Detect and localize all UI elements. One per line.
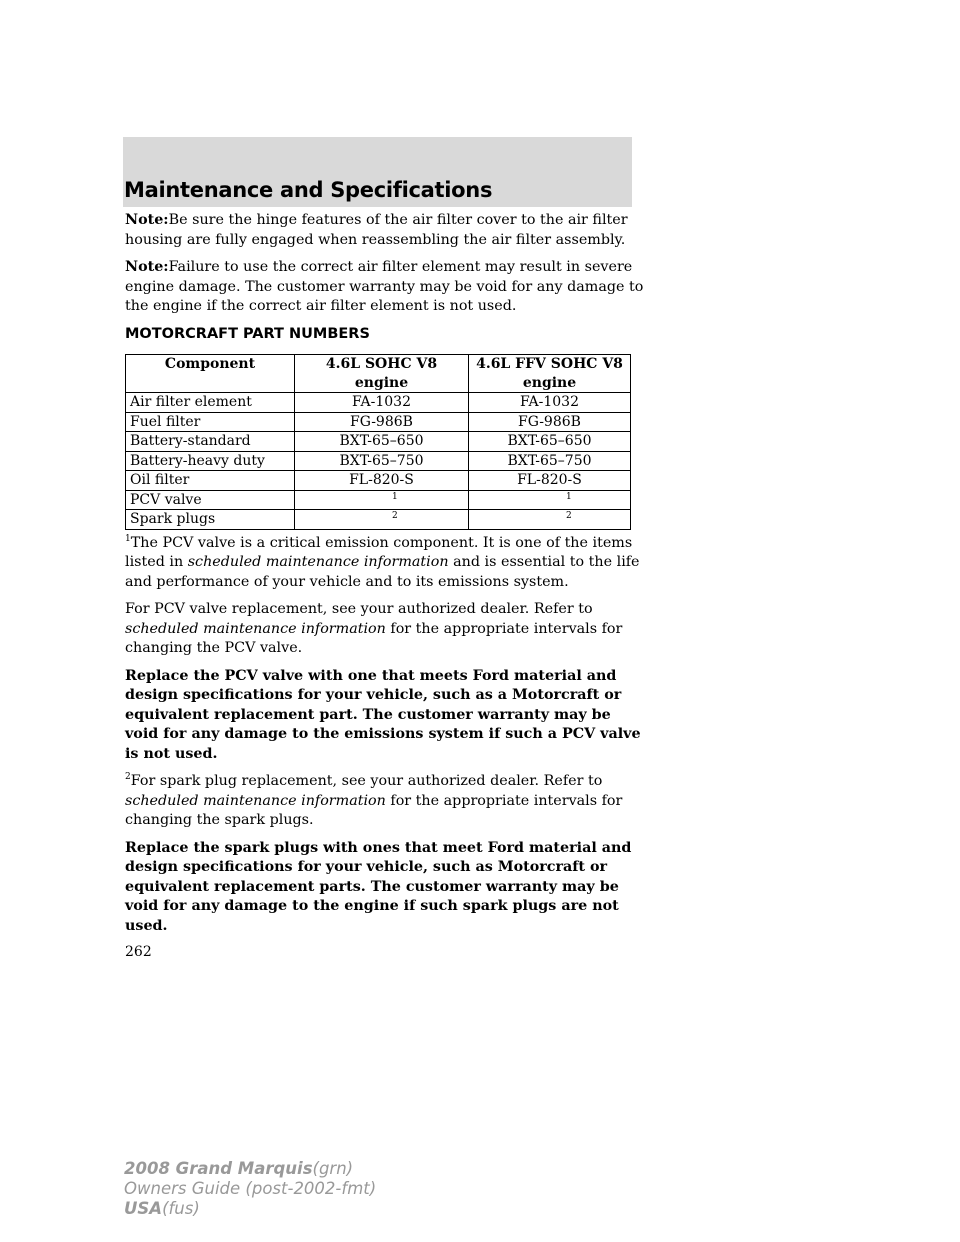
table-header-row	[126, 355, 631, 393]
page-number: 262	[125, 944, 152, 960]
footnote-1	[125, 534, 645, 593]
footnote-2	[125, 772, 645, 831]
column-header: 4.6L FFV SOHC V8 engine	[469, 355, 631, 393]
footnote-ref: 2	[295, 510, 469, 530]
footer-code: (grn)	[312, 1159, 354, 1178]
table-cell: FL-820-S	[469, 471, 631, 491]
table-row	[126, 471, 631, 491]
footnote-text: and is essential to the life and performance of your vehicle and to its emissions system.	[125, 554, 640, 590]
footer-line	[124, 1199, 376, 1219]
table-cell: BXT-65–650	[295, 432, 469, 452]
footer-line: Owners Guide (post-2002-fmt)	[124, 1179, 377, 1198]
footnote-text: For spark plug replacement, see your authorized dealer. Refer to	[130, 773, 603, 789]
footnote-text: The PCV valve is a critical emission component. It is one of the items listed in	[125, 534, 633, 570]
reference-link-text: scheduled maintenance information	[125, 620, 386, 637]
table-cell: FL-820-S	[295, 471, 469, 491]
footnote-mark: 2	[125, 772, 131, 783]
table-row	[126, 393, 631, 413]
table-cell: BXT-65–650	[469, 432, 631, 452]
page-title: Maintenance and Specifications	[124, 178, 493, 202]
table-cell: Fuel filter	[126, 412, 295, 432]
table-cell: Battery-heavy duty	[126, 451, 295, 471]
table-cell: FG-986B	[469, 412, 631, 432]
table-cell: Battery-standard	[126, 432, 295, 452]
pcv-paragraph	[125, 600, 645, 659]
note-label: Note:	[125, 259, 169, 275]
footnote-text: for the appropriate intervals for changing the spark plugs.	[125, 792, 623, 828]
reference-link-text: scheduled maintenance information	[187, 554, 449, 570]
body-text: for the appropriate intervals for changing the PCV valve.	[125, 620, 623, 656]
footnote-ref: 1	[295, 490, 469, 510]
body-text: For PCV valve replacement, see your authorized dealer. Refer to	[125, 601, 593, 617]
footer-market: USA	[124, 1199, 163, 1218]
table-cell: BXT-65–750	[469, 451, 631, 471]
footer-model: 2008 Grand Marquis	[124, 1159, 313, 1178]
table-cell: FG-986B	[295, 412, 469, 432]
reference-link-text: scheduled maintenance information	[125, 792, 386, 809]
footnote-mark: 1	[125, 533, 131, 544]
table-cell: BXT-65–750	[295, 451, 469, 471]
column-header: Component	[126, 355, 295, 393]
table-cell: PCV valve	[126, 490, 295, 510]
table-cell: Spark plugs	[126, 510, 295, 530]
table-cell: Oil filter	[126, 471, 295, 491]
note-2	[125, 258, 645, 317]
table-cell: Air filter element	[126, 393, 295, 413]
table-cell: FA-1032	[295, 393, 469, 413]
table-row	[126, 490, 631, 510]
footnote-ref: 2	[469, 510, 631, 530]
note-1	[125, 211, 645, 250]
section-heading: MOTORCRAFT PART NUMBERS	[125, 325, 370, 342]
footer-code: (fus)	[162, 1199, 200, 1218]
footnote-ref: 1	[469, 490, 631, 510]
document-footer	[124, 1159, 376, 1219]
page-content	[125, 211, 645, 944]
note-label: Note:	[125, 212, 169, 228]
table-row	[126, 451, 631, 471]
spark-plug-warning: Replace the spark plugs with ones that meet Ford material and design specifications for your vehicle, such as Motorcraft or equivalent replacement parts. The customer warranty may be void for any damage to the engine if such spark plugs are not used.	[125, 839, 632, 934]
parts-table	[125, 354, 631, 530]
column-header: 4.6L SOHC V8 engine	[295, 355, 469, 393]
table-row	[126, 510, 631, 530]
note-text: Failure to use the correct air filter element may result in severe engine damage. The customer warranty may be void for any damage to the engine if the correct air filter element is not used.	[125, 259, 644, 314]
footer-line	[124, 1159, 376, 1179]
table-row	[126, 432, 631, 452]
pcv-warning: Replace the PCV valve with one that meets Ford material and design specifications for your vehicle, such as a Motorcraft or equivalent replacement part. The customer warranty may be void for any damage to the emissions system if such a PCV valve is not used.	[125, 667, 641, 762]
note-text: Be sure the hinge features of the air filter cover to the air filter housing are fully engaged when reassembling the air filter assembly.	[125, 212, 628, 248]
table-row	[126, 412, 631, 432]
table-cell: FA-1032	[469, 393, 631, 413]
